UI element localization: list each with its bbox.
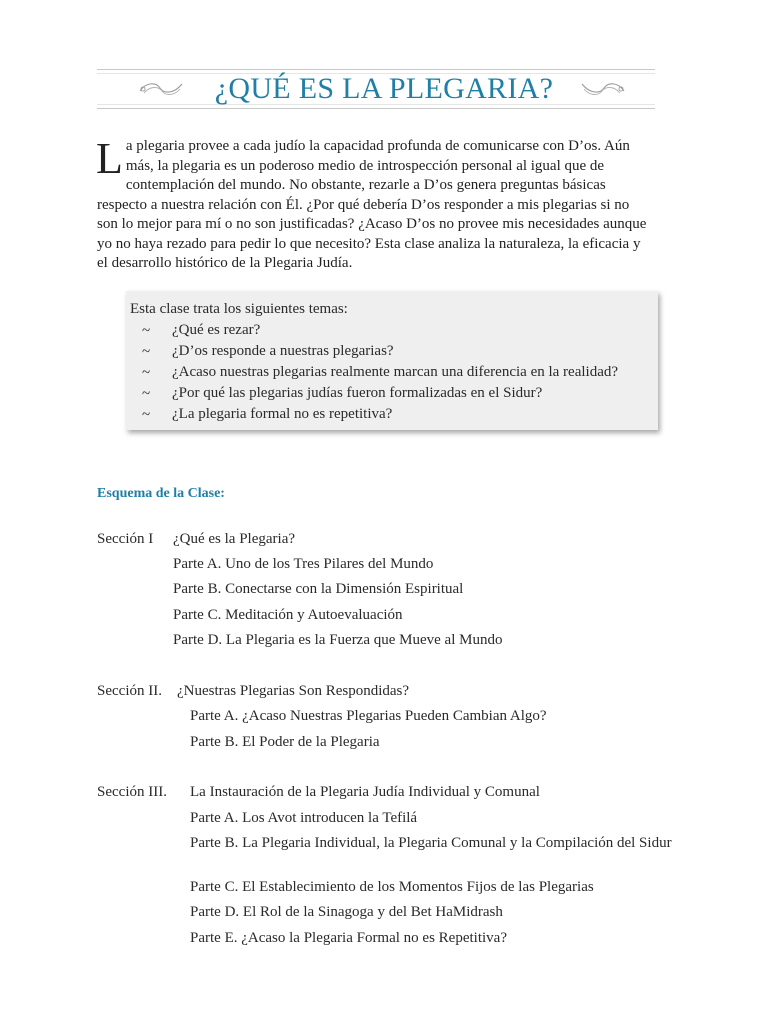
- page-title: ¿QUÉ ES LA PLEGARIA?: [214, 72, 554, 105]
- section-title: ¿Qué es la Plegaria?: [173, 531, 296, 547]
- section-part: Parte D. El Rol de la Sinagoga y del Bet HaMidrash: [190, 904, 503, 920]
- tilde-bullet-icon: ~: [142, 386, 151, 402]
- section-part: Parte A. Uno de los Tres Pilares del Mundo: [173, 556, 434, 572]
- section-label: Sección I: [97, 531, 154, 547]
- intro-text: a plegaria provee a cada judío la capacidad profunda de comunicarse con D’os. Aún más, la plegaria es un poderoso medio de introspección personal al igual que de contemplación del mundo. No obstante, rezarle a D’os genera preguntas básicas respecto a nuestra relación con Él. ¿Por qué debería D’os responder a mis plegarias si no son lo mejor para mí o no son justificadas? ¿Acaso D’os no provee mis necesidades aunque yo no haya rezado para pedir lo que necesito? Esta clase analiza la naturaleza, la eficacia y el desarrollo histórico de la Plegaria Judía.: [97, 138, 647, 271]
- section-title: La Instauración de la Plegaria Judía Individual y Comunal: [190, 784, 540, 800]
- section-part: Parte B. Conectarse con la Dimensión Espiritual: [173, 581, 464, 597]
- tilde-bullet-icon: ~: [142, 344, 151, 360]
- drop-cap: L: [96, 134, 123, 183]
- section-part: Parte C. El Establecimiento de los Momentos Fijos de las Plegarias: [190, 879, 594, 895]
- section-title: ¿Nuestras Plegarias Son Respondidas?: [177, 683, 410, 699]
- section-part: Parte A. ¿Acaso Nuestras Plegarias Pueden Cambian Algo?: [190, 708, 547, 724]
- section-part: Parte D. La Plegaria es la Fuerza que Mueve al Mundo: [173, 632, 503, 648]
- section-part: Parte A. Los Avot introducen la Tefilá: [190, 810, 418, 826]
- topics-intro: Esta clase trata los siguientes temas:: [130, 301, 348, 317]
- tilde-bullet-icon: ~: [142, 365, 151, 381]
- section-label: Sección II.: [97, 683, 162, 699]
- flourish-right-icon: [580, 78, 626, 98]
- intro-paragraph: [96, 134, 652, 274]
- tilde-bullet-icon: ~: [142, 323, 151, 339]
- section-part: Parte B. La Plegaria Individual, la Plegaria Comunal y la Compilación del Sidur: [190, 835, 672, 851]
- section-part: Parte B. El Poder de la Plegaria: [190, 734, 380, 750]
- section-part: Parte C. Meditación y Autoevaluación: [173, 607, 403, 623]
- topics-box: Esta clase trata los siguientes temas: ~ ¿Qué es rezar? ~ ¿D’os responde a nuestras plegarias? ~ ¿Acaso nuestras plegarias realmente marcan una diferencia en la realidad? ~ ¿Por qué las plegarias judías fueron formalizadas en el Sidur? ~ ¿La plegaria formal no es repetitiva?: [126, 291, 658, 430]
- section-label: Sección III.: [97, 784, 167, 800]
- section-part: Parte E. ¿Acaso la Plegaria Formal no es Repetitiva?: [190, 930, 507, 946]
- tilde-bullet-icon: ~: [142, 407, 151, 423]
- outline-heading: Esquema de la Clase:: [97, 486, 225, 501]
